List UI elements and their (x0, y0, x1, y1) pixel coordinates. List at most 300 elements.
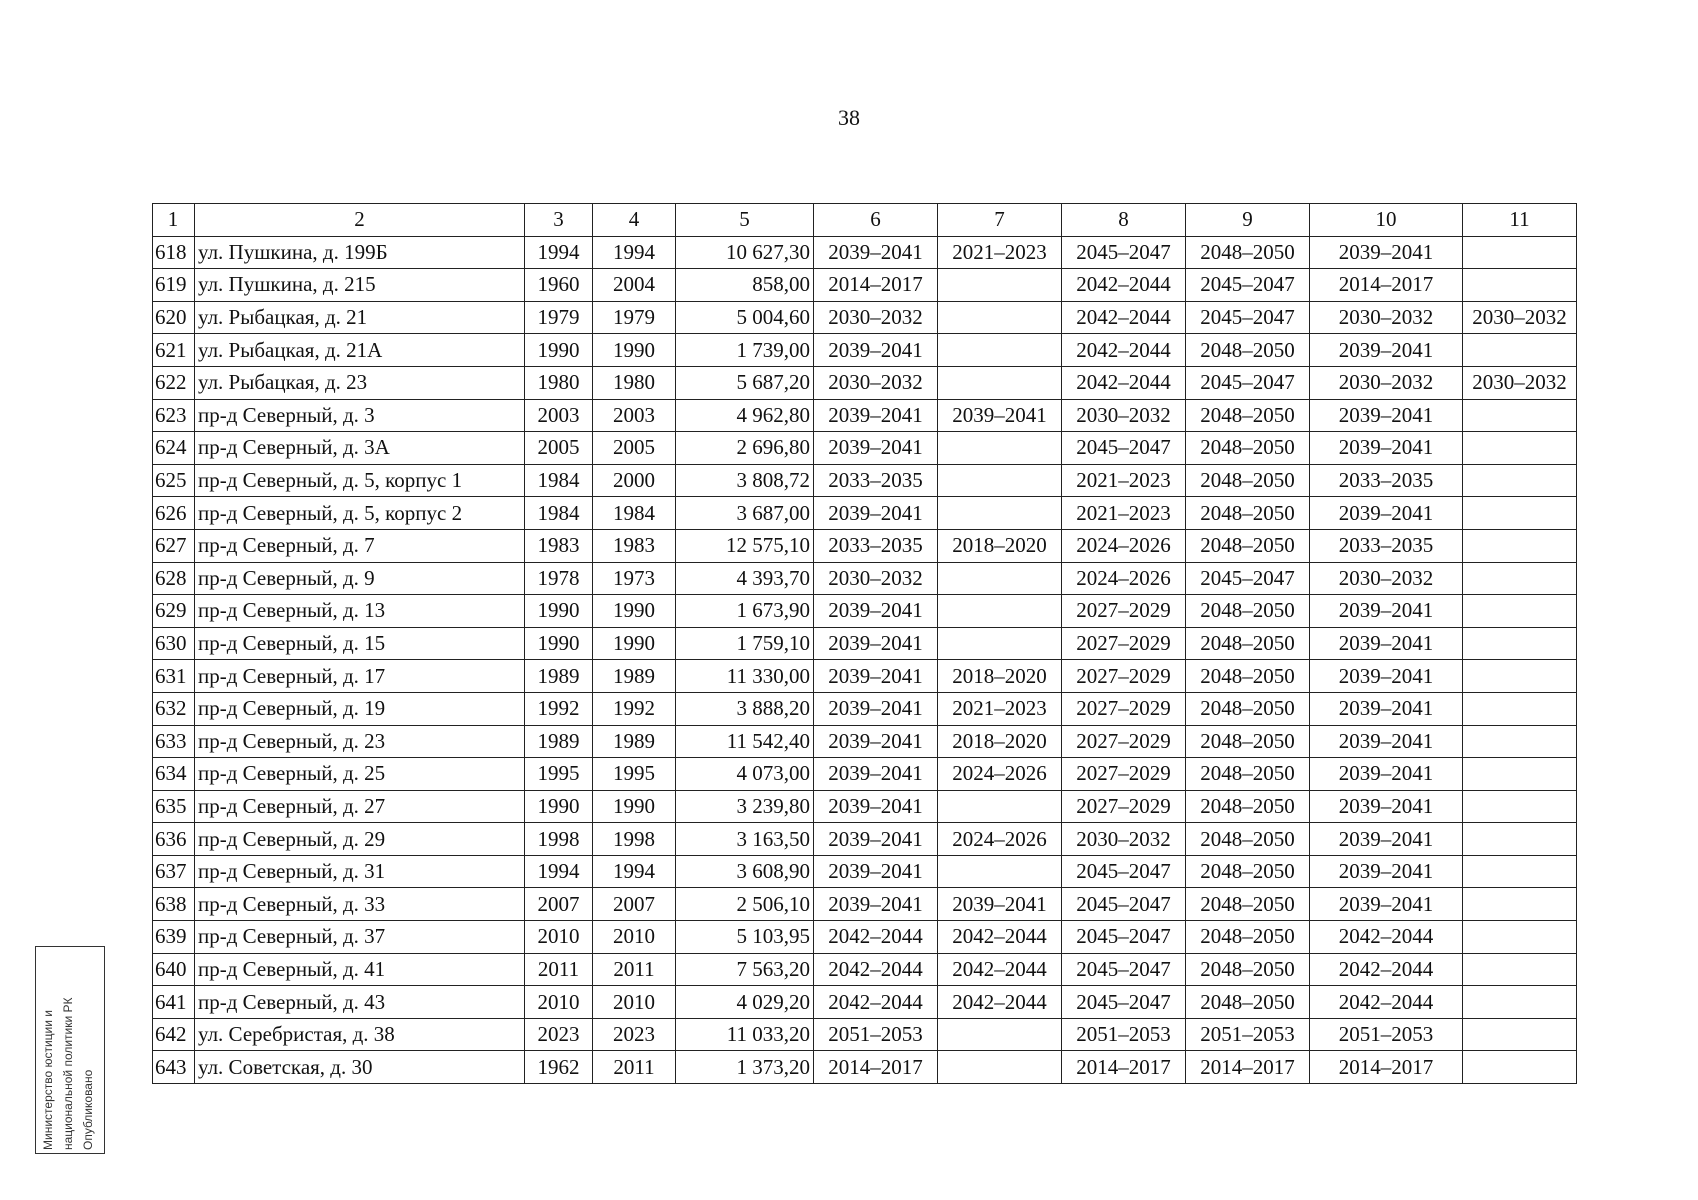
table-cell (938, 301, 1062, 334)
table-cell (1463, 921, 1577, 954)
table-cell: 2039–2041 (1310, 790, 1463, 823)
table-cell: 1984 (525, 464, 593, 497)
table-cell: 2039–2041 (814, 399, 938, 432)
table-cell: 2048–2050 (1186, 855, 1310, 888)
table-cell: пр-д Северный, д. 23 (195, 725, 525, 758)
table-cell: 2039–2041 (1310, 855, 1463, 888)
table-cell: 2042–2044 (938, 921, 1062, 954)
table-cell: ул. Пушкина, д. 215 (195, 269, 525, 302)
table-cell: 2027–2029 (1062, 660, 1186, 693)
table-cell: 1980 (593, 366, 676, 399)
table-cell: 1994 (593, 855, 676, 888)
table-cell: 2010 (525, 921, 593, 954)
table-cell: 2007 (593, 888, 676, 921)
table-row (153, 823, 1577, 856)
table-cell: 618 (153, 236, 195, 269)
table-cell: пр-д Северный, д. 7 (195, 529, 525, 562)
table-cell: 1989 (525, 725, 593, 758)
table-cell: 2042–2044 (1062, 334, 1186, 367)
table-cell: 2000 (593, 464, 676, 497)
table-cell: 1995 (525, 758, 593, 791)
table-cell: 2048–2050 (1186, 236, 1310, 269)
table-row (153, 529, 1577, 562)
table-cell (1463, 399, 1577, 432)
table-cell: 1 373,20 (676, 1051, 814, 1084)
table-cell: 2030–2032 (1062, 823, 1186, 856)
table-cell (1463, 888, 1577, 921)
table-cell: 2051–2053 (1310, 1018, 1463, 1051)
column-header: 10 (1310, 204, 1463, 237)
table-row (153, 888, 1577, 921)
table-cell: 2042–2044 (938, 986, 1062, 1019)
table-cell: 632 (153, 692, 195, 725)
table-cell: 1998 (525, 823, 593, 856)
table-cell: 2030–2032 (1463, 366, 1577, 399)
table-row (153, 301, 1577, 334)
table-cell (1463, 432, 1577, 465)
table-cell: 2014–2017 (1062, 1051, 1186, 1084)
table-cell: 1989 (593, 660, 676, 693)
table-cell: 1992 (525, 692, 593, 725)
table-row (153, 921, 1577, 954)
table-cell: пр-д Северный, д. 43 (195, 986, 525, 1019)
table-cell: 2045–2047 (1186, 366, 1310, 399)
table-cell: 624 (153, 432, 195, 465)
table-cell: 2030–2032 (814, 366, 938, 399)
table-cell (1463, 269, 1577, 302)
table-cell: 2039–2041 (814, 497, 938, 530)
table-cell: пр-д Северный, д. 5, корпус 1 (195, 464, 525, 497)
header-row (153, 204, 1577, 237)
table-cell: 2045–2047 (1062, 236, 1186, 269)
table-cell: 2014–2017 (1310, 1051, 1463, 1084)
table-cell: 2039–2041 (814, 334, 938, 367)
table-cell: 2007 (525, 888, 593, 921)
table-row (153, 497, 1577, 530)
table-cell: 2039–2041 (1310, 888, 1463, 921)
table-cell: 2039–2041 (938, 399, 1062, 432)
table-cell: 1989 (525, 660, 593, 693)
table-row (153, 953, 1577, 986)
table-cell: 1990 (525, 627, 593, 660)
table-cell (938, 269, 1062, 302)
table-cell: 5 103,95 (676, 921, 814, 954)
table-cell (1463, 464, 1577, 497)
table-cell: пр-д Северный, д. 25 (195, 758, 525, 791)
table-cell: пр-д Северный, д. 13 (195, 595, 525, 628)
table-cell: 1990 (593, 790, 676, 823)
table-cell: 2039–2041 (1310, 758, 1463, 791)
table-cell: 2051–2053 (814, 1018, 938, 1051)
table-cell: пр-д Северный, д. 3 (195, 399, 525, 432)
table-cell: 5 687,20 (676, 366, 814, 399)
table-cell: 2027–2029 (1062, 627, 1186, 660)
table-cell: 2048–2050 (1186, 953, 1310, 986)
table-cell: 633 (153, 725, 195, 758)
table-cell (938, 497, 1062, 530)
table-cell (1463, 986, 1577, 1019)
table-cell: 642 (153, 1018, 195, 1051)
table-cell: 1980 (525, 366, 593, 399)
table-cell: 2005 (525, 432, 593, 465)
table-cell (1463, 562, 1577, 595)
table-cell: 622 (153, 366, 195, 399)
stamp-line: Опубликовано (81, 1069, 95, 1150)
column-header: 3 (525, 204, 593, 237)
table-cell: 1983 (593, 529, 676, 562)
table-cell: 2045–2047 (1186, 269, 1310, 302)
table-cell: 2030–2032 (1310, 366, 1463, 399)
table-cell: 3 163,50 (676, 823, 814, 856)
table-cell: 2033–2035 (1310, 464, 1463, 497)
table-cell: ул. Серебристая, д. 38 (195, 1018, 525, 1051)
table-cell (938, 855, 1062, 888)
table-cell: 3 608,90 (676, 855, 814, 888)
table-cell: 2021–2023 (938, 692, 1062, 725)
table-cell: 2039–2041 (814, 855, 938, 888)
table-cell: 2048–2050 (1186, 334, 1310, 367)
table-cell: 2048–2050 (1186, 399, 1310, 432)
table-cell: 2027–2029 (1062, 790, 1186, 823)
table-cell: пр-д Северный, д. 9 (195, 562, 525, 595)
column-header: 11 (1463, 204, 1577, 237)
table-cell: 2039–2041 (1310, 399, 1463, 432)
table-cell: 2027–2029 (1062, 692, 1186, 725)
table-row (153, 562, 1577, 595)
table-cell (938, 1018, 1062, 1051)
table-row (153, 399, 1577, 432)
table-cell: 858,00 (676, 269, 814, 302)
table-cell: 2011 (593, 1051, 676, 1084)
table-cell: 637 (153, 855, 195, 888)
table-cell: 2039–2041 (814, 823, 938, 856)
table-cell: 2039–2041 (1310, 692, 1463, 725)
table-cell: 2042–2044 (814, 921, 938, 954)
table-row (153, 595, 1577, 628)
table-cell: 2045–2047 (1186, 301, 1310, 334)
table-cell: 2039–2041 (814, 725, 938, 758)
table-cell: 638 (153, 888, 195, 921)
table-cell (938, 464, 1062, 497)
table-cell (938, 334, 1062, 367)
table-cell: 2030–2032 (1062, 399, 1186, 432)
table-cell: 636 (153, 823, 195, 856)
table-row (153, 464, 1577, 497)
table-cell: 2039–2041 (814, 595, 938, 628)
table-cell (1463, 627, 1577, 660)
table-cell: 2045–2047 (1062, 953, 1186, 986)
table-cell: 626 (153, 497, 195, 530)
table-cell: 11 033,20 (676, 1018, 814, 1051)
table-cell: 2005 (593, 432, 676, 465)
table-cell: 2024–2026 (1062, 562, 1186, 595)
table-cell: 2021–2023 (938, 236, 1062, 269)
table-cell: 2010 (593, 921, 676, 954)
table-cell: 2030–2032 (1463, 301, 1577, 334)
table-cell: 2039–2041 (814, 660, 938, 693)
table-cell: 1984 (593, 497, 676, 530)
table-cell: 639 (153, 921, 195, 954)
table-cell: 2011 (525, 953, 593, 986)
table-cell: 2023 (525, 1018, 593, 1051)
table-cell (1463, 1018, 1577, 1051)
table-cell: 2045–2047 (1186, 562, 1310, 595)
table-cell: 2011 (593, 953, 676, 986)
table-cell: 2014–2017 (814, 269, 938, 302)
table-cell: 2048–2050 (1186, 660, 1310, 693)
column-header: 9 (1186, 204, 1310, 237)
table-cell: 2039–2041 (1310, 660, 1463, 693)
table-cell: 641 (153, 986, 195, 1019)
table-cell: 1990 (593, 595, 676, 628)
table-cell: 2042–2044 (1062, 301, 1186, 334)
table-cell: 2039–2041 (814, 627, 938, 660)
table-cell: 2018–2020 (938, 529, 1062, 562)
table-cell: 2051–2053 (1186, 1018, 1310, 1051)
table-cell: 4 029,20 (676, 986, 814, 1019)
table-cell: 635 (153, 790, 195, 823)
table-cell (1463, 529, 1577, 562)
table-cell: пр-д Северный, д. 29 (195, 823, 525, 856)
table-cell (1463, 497, 1577, 530)
table-cell: 2045–2047 (1062, 888, 1186, 921)
table-cell: 2042–2044 (1310, 953, 1463, 986)
table-cell: 2042–2044 (1062, 366, 1186, 399)
table-cell: 3 239,80 (676, 790, 814, 823)
table-cell: 1994 (593, 236, 676, 269)
table-row (153, 758, 1577, 791)
table-cell: 2039–2041 (814, 692, 938, 725)
table-cell: 2051–2053 (1062, 1018, 1186, 1051)
table-cell: 2039–2041 (1310, 823, 1463, 856)
table-row (153, 432, 1577, 465)
column-header: 7 (938, 204, 1062, 237)
table-cell: 2039–2041 (814, 236, 938, 269)
table-cell: 2039–2041 (814, 888, 938, 921)
table-cell: 1979 (525, 301, 593, 334)
table-cell: 1 739,00 (676, 334, 814, 367)
table-cell: 2004 (593, 269, 676, 302)
table-row (153, 366, 1577, 399)
table-cell (938, 790, 1062, 823)
table-cell (1463, 823, 1577, 856)
table-cell: 11 542,40 (676, 725, 814, 758)
table-cell: 2027–2029 (1062, 758, 1186, 791)
table-cell: 2039–2041 (1310, 627, 1463, 660)
table-cell: пр-д Северный, д. 27 (195, 790, 525, 823)
table-cell: 1990 (525, 595, 593, 628)
table-cell: 2018–2020 (938, 660, 1062, 693)
table-cell: пр-д Северный, д. 41 (195, 953, 525, 986)
table-body (153, 236, 1577, 1083)
table-cell: 634 (153, 758, 195, 791)
table-cell: 12 575,10 (676, 529, 814, 562)
table-cell: 2030–2032 (1310, 562, 1463, 595)
table-cell (1463, 790, 1577, 823)
table-cell: 3 808,72 (676, 464, 814, 497)
table-cell: 620 (153, 301, 195, 334)
table-row (153, 986, 1577, 1019)
table-cell: 629 (153, 595, 195, 628)
table-cell: 1960 (525, 269, 593, 302)
table-cell (938, 432, 1062, 465)
table-cell: 2039–2041 (1310, 497, 1463, 530)
table-cell: 2045–2047 (1062, 855, 1186, 888)
table-cell: 623 (153, 399, 195, 432)
table-cell: ул. Пушкина, д. 199Б (195, 236, 525, 269)
table-cell (1463, 660, 1577, 693)
table-cell: 2048–2050 (1186, 790, 1310, 823)
table-cell: ул. Рыбацкая, д. 23 (195, 366, 525, 399)
table-cell: 643 (153, 1051, 195, 1084)
table-cell: 2042–2044 (1310, 921, 1463, 954)
table-cell: 4 073,00 (676, 758, 814, 791)
table-cell: 2039–2041 (938, 888, 1062, 921)
table-cell: 2 506,10 (676, 888, 814, 921)
table-cell: 2039–2041 (1310, 334, 1463, 367)
table-cell: 1990 (525, 334, 593, 367)
table-cell: 2021–2023 (1062, 464, 1186, 497)
table-cell: 1998 (593, 823, 676, 856)
table-cell: 1 673,90 (676, 595, 814, 628)
table-cell: 619 (153, 269, 195, 302)
table-cell: 2033–2035 (814, 529, 938, 562)
table-cell: 2014–2017 (1310, 269, 1463, 302)
table-cell: 2021–2023 (1062, 497, 1186, 530)
table-cell: 2 696,80 (676, 432, 814, 465)
table-cell: 2048–2050 (1186, 529, 1310, 562)
table-cell: 2039–2041 (814, 790, 938, 823)
stamp-line: Министерство юстиции и (41, 1010, 55, 1150)
table-cell: 2039–2041 (1310, 595, 1463, 628)
table-cell: 2039–2041 (814, 432, 938, 465)
table-cell: 1983 (525, 529, 593, 562)
table-cell: 2003 (593, 399, 676, 432)
table-row (153, 1051, 1577, 1084)
table-cell: 2048–2050 (1186, 888, 1310, 921)
table-cell: 2023 (593, 1018, 676, 1051)
table-cell: 2045–2047 (1062, 921, 1186, 954)
table-cell (1463, 758, 1577, 791)
table-cell (938, 627, 1062, 660)
column-header: 1 (153, 204, 195, 237)
table-cell: пр-д Северный, д. 33 (195, 888, 525, 921)
table-cell (1463, 855, 1577, 888)
table-cell: 2003 (525, 399, 593, 432)
table-cell: 621 (153, 334, 195, 367)
table-cell: пр-д Северный, д. 3А (195, 432, 525, 465)
table-row (153, 236, 1577, 269)
table-cell: пр-д Северный, д. 15 (195, 627, 525, 660)
table-row (153, 855, 1577, 888)
table-cell: 2014–2017 (814, 1051, 938, 1084)
table-cell: 2010 (525, 986, 593, 1019)
table-cell: 630 (153, 627, 195, 660)
table-cell: 2027–2029 (1062, 595, 1186, 628)
table-row (153, 334, 1577, 367)
table-cell: 2048–2050 (1186, 692, 1310, 725)
table-row (153, 692, 1577, 725)
table-cell (1463, 334, 1577, 367)
table-cell: 1990 (593, 334, 676, 367)
table-cell: 7 563,20 (676, 953, 814, 986)
data-table (152, 203, 1577, 1084)
table-cell: 1994 (525, 236, 593, 269)
table-cell: 628 (153, 562, 195, 595)
table-cell: 2042–2044 (938, 953, 1062, 986)
table-cell (1463, 692, 1577, 725)
table-cell: 2039–2041 (1310, 432, 1463, 465)
table-cell: 2039–2041 (1310, 236, 1463, 269)
table-cell: ул. Рыбацкая, д. 21 (195, 301, 525, 334)
table-cell: 2030–2032 (814, 562, 938, 595)
table-cell: 2048–2050 (1186, 986, 1310, 1019)
table-row (153, 660, 1577, 693)
table-cell: 11 330,00 (676, 660, 814, 693)
table-cell: 2033–2035 (1310, 529, 1463, 562)
table-cell: 2014–2017 (1186, 1051, 1310, 1084)
table-cell: 2030–2032 (1310, 301, 1463, 334)
table-cell: 2045–2047 (1062, 986, 1186, 1019)
table-row (153, 269, 1577, 302)
table-cell: 2048–2050 (1186, 497, 1310, 530)
table-cell: 3 687,00 (676, 497, 814, 530)
table-cell: 1990 (593, 627, 676, 660)
stamp-line: национальной политики РК (61, 997, 75, 1150)
table-cell: 2048–2050 (1186, 758, 1310, 791)
table-cell: 1994 (525, 855, 593, 888)
table-cell: 2018–2020 (938, 725, 1062, 758)
table-cell (938, 366, 1062, 399)
publication-stamp (35, 946, 105, 1154)
table-cell: 1978 (525, 562, 593, 595)
column-header: 4 (593, 204, 676, 237)
table-cell: 2048–2050 (1186, 725, 1310, 758)
table-cell: ул. Советская, д. 30 (195, 1051, 525, 1084)
table-cell (1463, 725, 1577, 758)
table-cell: 2033–2035 (814, 464, 938, 497)
column-header: 5 (676, 204, 814, 237)
table-cell: 4 393,70 (676, 562, 814, 595)
table-cell: 2042–2044 (1310, 986, 1463, 1019)
table-cell: 1973 (593, 562, 676, 595)
table-cell: 2045–2047 (1062, 432, 1186, 465)
table-cell: 627 (153, 529, 195, 562)
table-cell: 2048–2050 (1186, 627, 1310, 660)
table-cell: 640 (153, 953, 195, 986)
table-cell: 1979 (593, 301, 676, 334)
table-cell (1463, 953, 1577, 986)
table-row (153, 790, 1577, 823)
table-cell: 2027–2029 (1062, 725, 1186, 758)
table-row (153, 627, 1577, 660)
table-cell: 2024–2026 (938, 823, 1062, 856)
table-cell: 1 759,10 (676, 627, 814, 660)
table-cell: 625 (153, 464, 195, 497)
column-header: 6 (814, 204, 938, 237)
table-cell: 2048–2050 (1186, 823, 1310, 856)
page-number: 38 (838, 105, 860, 130)
table-cell: пр-д Северный, д. 5, корпус 2 (195, 497, 525, 530)
table-cell: пр-д Северный, д. 31 (195, 855, 525, 888)
table-cell: пр-д Северный, д. 37 (195, 921, 525, 954)
table-cell (1463, 595, 1577, 628)
table-cell: 2048–2050 (1186, 921, 1310, 954)
table-cell: 3 888,20 (676, 692, 814, 725)
table-cell: 2042–2044 (814, 986, 938, 1019)
table-cell (938, 562, 1062, 595)
table-cell: 1989 (593, 725, 676, 758)
